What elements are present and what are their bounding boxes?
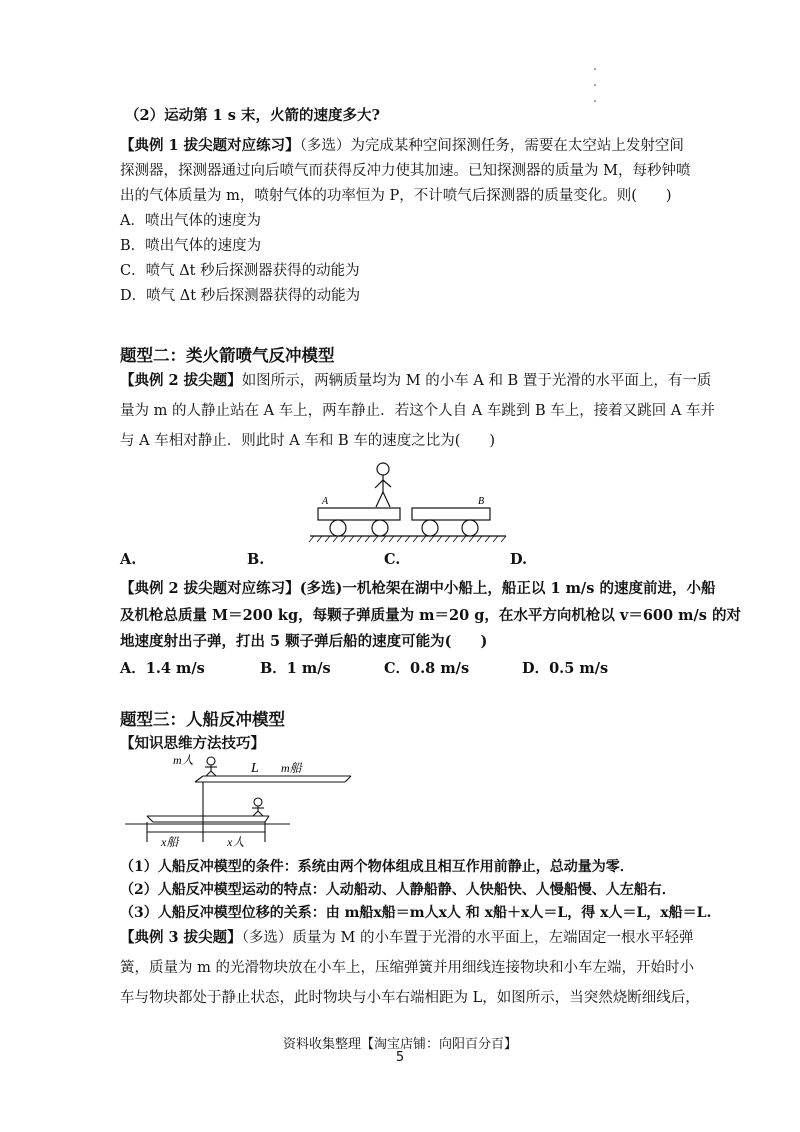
example-2-practice-option-c[interactable]: C．0.8 m/s <box>384 660 470 677</box>
person-boat-figure <box>125 752 365 852</box>
example-1-line-1 <box>120 136 684 156</box>
example-2-line-1 <box>120 371 711 391</box>
example-1-option-a[interactable]: A．喷出气体的速度为 <box>120 213 261 229</box>
decorative-dot <box>594 68 596 70</box>
fig-label-m-boat: m船 <box>281 761 302 775</box>
example-2-practice-tag: 【典例 2 拔尖题对应练习】 <box>120 580 300 597</box>
example-2-practice-option-b[interactable]: B．1 m/s <box>260 660 331 677</box>
example-3-text: （多选）质量为 M 的小车置于光滑的水平面上，左端固定一根水平轻弹 <box>241 930 694 946</box>
cart-b-label: B <box>478 496 485 507</box>
question-part-2: （2）运动第 1 s 末，火箭的速度多大? <box>125 107 380 124</box>
footer-text: 资料收集整理【淘宝店铺：向阳百分百】 <box>282 1037 517 1052</box>
fig-label-L: L <box>251 761 259 776</box>
example-2-option-d[interactable]: D. <box>510 551 528 568</box>
example-2-option-a[interactable]: A. <box>120 551 137 568</box>
example-3-tag: 【典例 3 拔尖题】 <box>120 929 242 946</box>
example-2-practice-line-1 <box>120 579 715 599</box>
example-2-practice-line-2: 及机枪总质量 M＝200 kg，每颗子弹质量为 m＝20 g，在水平方向机枪以 v＝600 m/s 的对 <box>120 607 741 624</box>
decorative-dot <box>594 100 596 102</box>
example-1-option-b[interactable]: B．喷出气体的速度为 <box>120 238 262 254</box>
example-2-text: 如图所示，两辆质量均为 M 的小车 A 和 B 置于光滑的水平面上，有一质 <box>241 373 712 389</box>
example-2-practice-option-a[interactable]: A．1.4 m/s <box>120 660 205 677</box>
section-3-heading: 题型三：人船反冲模型 <box>120 710 285 729</box>
fig-label-x-boat: x船 <box>161 835 179 849</box>
example-2-practice-text: (多选)一机枪架在湖中小船上，船正以 1 m/s 的速度前进，小船 <box>299 580 716 597</box>
carts-figure <box>308 458 508 548</box>
example-1-option-c[interactable]: C．喷气 Δt 秒后探测器获得的动能为 <box>120 263 360 279</box>
key-point-3: （3）人船反冲模型位移的关系：由 m船x船＝m人x人 和 x船＋x人＝L，得 x人＝L，x船＝L. <box>120 905 712 921</box>
example-2-practice-option-d[interactable]: D．0.5 m/s <box>522 660 609 677</box>
key-point-1: （1）人船反冲模型的条件：系统由两个物体组成且相互作用前静止，总动量为零． <box>120 859 634 875</box>
section-2-heading: 题型二：类火箭喷气反冲模型 <box>120 346 335 365</box>
example-2-tag: 【典例 2 拔尖题】 <box>120 372 242 389</box>
example-3-line-3: 车与物块都处于静止状态，此时物块与小车右端相距为 L，如图所示，当突然烧断细线后， <box>120 990 700 1006</box>
example-1-text: （多选）为完成某种空间探测任务，需要在太空站上发射空间 <box>299 138 684 154</box>
fig-label-x-person: x人 <box>227 835 245 849</box>
example-2-option-c[interactable]: C. <box>384 551 401 568</box>
page-number: 5 <box>395 1050 405 1065</box>
example-1-tag: 【典例 1 拔尖题对应练习】 <box>120 137 300 154</box>
knowledge-heading: 【知识思维方法技巧】 <box>120 735 265 752</box>
example-3-line-2: 簧，质量为 m 的光滑物块放在小车上，压缩弹簧并用细线连接物块和小车左端，开始时小 <box>120 960 694 976</box>
example-3-line-1 <box>120 928 694 948</box>
example-2-line-3: 与 A 车相对静止．则此时 A 车和 B 车的速度之比为( ) <box>120 433 496 449</box>
decorative-dot <box>594 84 596 86</box>
example-2-line-2: 量为 m 的人静止站在 A 车上，两车静止．若这个人自 A 车跳到 B 车上，接着又跳回 A 车并 <box>120 403 715 419</box>
example-1-option-d[interactable]: D．喷气 Δt 秒后探测器获得的动能为 <box>120 288 361 304</box>
fig-label-m-person: m人 <box>173 753 194 767</box>
example-1-line-3: 出的气体质量为 m，喷射气体的功率恒为 P，不计喷气后探测器的质量变化。则( ) <box>120 188 672 204</box>
example-2-practice-line-3: 地速度射出子弹，打出 5 颗子弹后船的速度可能为( ) <box>120 633 488 650</box>
key-point-2: （2）人船反冲模型运动的特点：人动船动、人静船静、人快船快、人慢船慢、人左船右． <box>120 882 676 898</box>
cart-a-label: A <box>322 496 329 507</box>
example-1-line-2: 探测器，探测器通过向后喷气而获得反冲力使其加速。已知探测器的质量为 M，每秒钟喷 <box>120 163 691 179</box>
example-2-option-b[interactable]: B. <box>247 551 265 568</box>
